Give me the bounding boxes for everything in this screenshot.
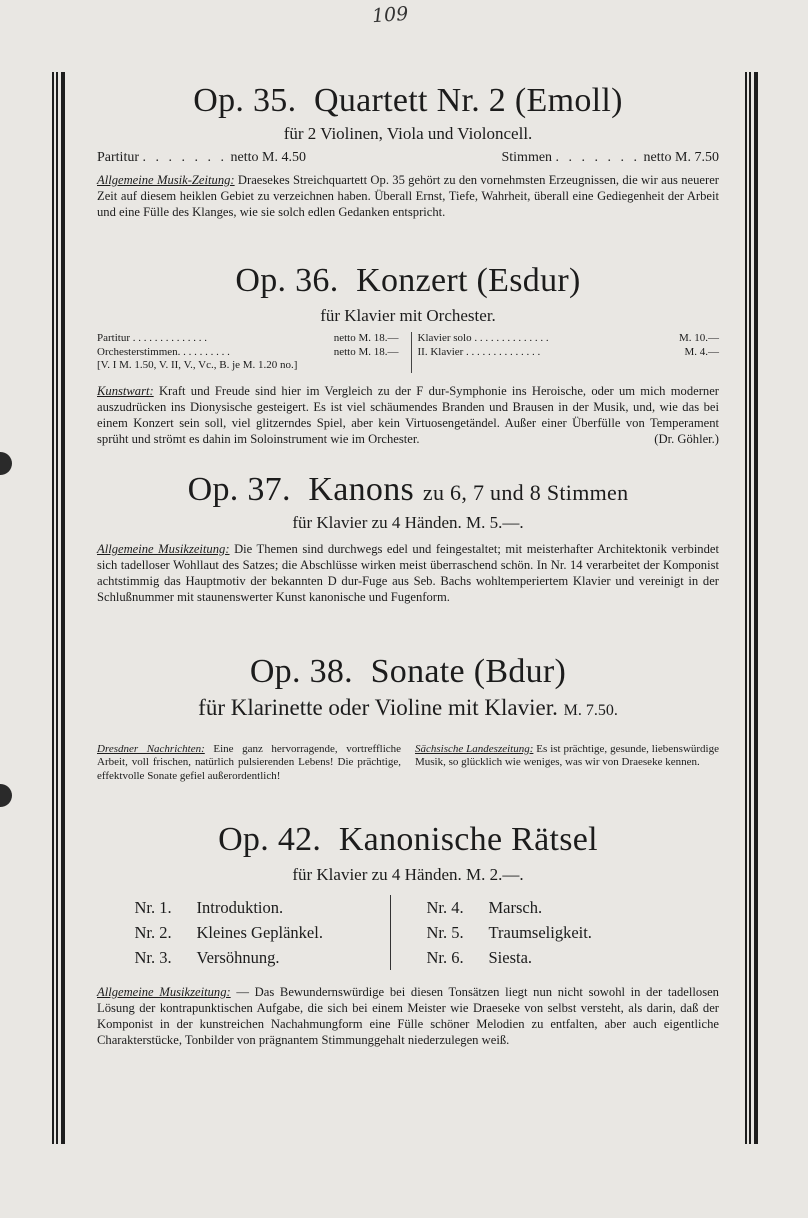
- work-title: Kanons: [308, 470, 415, 508]
- section-subtitle: für Klavier zu 4 Händen. M. 2.—.: [292, 865, 524, 884]
- price-value: netto M. 18.—: [333, 332, 399, 344]
- list-item: [427, 920, 682, 945]
- work-title: Sonate (Bdur): [370, 652, 567, 690]
- piece-number: Nr. 6.: [426, 948, 464, 967]
- piece-column-right: [391, 895, 682, 970]
- piece-number: Nr. 1.: [134, 898, 172, 917]
- piece-name: Introduktion.: [196, 898, 284, 917]
- price-label: Partitur . . . . . . . . . . . . . .: [97, 332, 207, 344]
- piece-name: Siesta.: [488, 948, 533, 967]
- piece-name: Versöhnung.: [196, 948, 280, 967]
- piece-number: Nr. 5.: [426, 923, 464, 942]
- punch-hole-top: [0, 452, 12, 475]
- piece-column-left: [135, 895, 391, 970]
- section-subtitle: für Klavier mit Orchester.: [320, 306, 496, 325]
- opus-number: Op. 42.: [218, 821, 322, 858]
- review-quote: [415, 743, 719, 784]
- piece-name: Kleines Geplänkel.: [196, 923, 323, 942]
- review-quote: [97, 383, 719, 447]
- section-title: [97, 470, 719, 508]
- piece-list: [97, 895, 719, 970]
- section-title: [97, 823, 719, 857]
- list-item: [427, 895, 682, 920]
- list-item: [427, 945, 682, 970]
- price-row: [97, 346, 399, 360]
- left-border-rule: [52, 72, 65, 1144]
- price-value: M. 10.—: [678, 332, 719, 344]
- punch-hole-bottom: [0, 784, 12, 807]
- review-text: Es ist prächtige, gesunde, liebenswürdige Musik, so glücklich wie weniges, was wir von Draeseke kennen.: [415, 742, 719, 768]
- review-source: Allgemeine Musikzeitung:: [97, 541, 230, 556]
- review-quote: [97, 172, 719, 220]
- piece-number: Nr. 3.: [134, 948, 172, 967]
- piece-name: Marsch.: [488, 898, 543, 917]
- price-value: netto M. 7.50: [643, 150, 719, 165]
- review-source: Sächsische Landeszeitung:: [415, 742, 534, 755]
- price-item: [97, 150, 306, 166]
- work-price: M. 7.50.: [563, 701, 618, 719]
- list-item: [135, 920, 390, 945]
- review-source: Dresdner Nachrichten:: [97, 742, 205, 755]
- price-label: Partitur: [97, 150, 139, 165]
- right-border-rule: [745, 72, 758, 1144]
- work-title: Konzert (Esdur): [356, 262, 581, 299]
- piece-name: Traumseligkeit.: [488, 923, 592, 942]
- price-row: [97, 332, 399, 346]
- review-text: Draesekes Streichquartett Op. 35 gehört zu den vornehmsten Erzeugnissen, die wir aus neuerer Zeit auf diesem heiklen Gebiet zu verzeichnen haben. Überall Ernst, Tiefe, Wahrheit, überall eine Gediegenheit der Arbeit und eine Fülle des Klanges, wie sie solch edlen Gedanken entspricht.: [97, 173, 719, 219]
- opus-number: Op. 35.: [193, 82, 297, 119]
- review-source: Allgemeine Musik-Zeitung:: [97, 173, 235, 187]
- price-label: II. Klavier . . . . . . . . . . . . . .: [417, 345, 541, 358]
- review-quote: [97, 984, 719, 1048]
- page-number: 109: [371, 2, 409, 28]
- opus-number: Op. 36.: [235, 262, 339, 299]
- section-title: [97, 652, 719, 690]
- section-op36: [97, 264, 719, 447]
- section-title: [97, 84, 719, 118]
- price-row: [97, 150, 719, 166]
- review-source: Allgemeine Musikzeitung:: [97, 985, 231, 999]
- price-row: [418, 332, 720, 346]
- section-subtitle: für 2 Violinen, Viola und Violoncell.: [283, 124, 533, 143]
- price-column-left: [97, 332, 412, 373]
- review-source: Kunstwart:: [97, 383, 154, 398]
- review-quote: [97, 541, 719, 605]
- price-label: Klavier solo . . . . . . . . . . . . . .: [417, 332, 549, 344]
- price-row: [418, 346, 720, 360]
- piece-number: Nr. 2.: [134, 923, 172, 942]
- price-value: netto M. 4.50: [230, 150, 306, 165]
- price-column-right: [412, 332, 720, 373]
- list-item: [135, 945, 390, 970]
- price-label: Orchesterstimmen. . . . . . . . . .: [97, 345, 230, 358]
- work-title: Kanonische Rätsel: [338, 821, 598, 858]
- section-op38: [97, 652, 719, 784]
- price-table: [97, 332, 719, 373]
- price-value: M. 4.—: [684, 345, 719, 358]
- section-op42: [97, 823, 719, 1048]
- price-value: netto M. 18.—: [333, 345, 399, 358]
- section-subtitle: [97, 695, 719, 721]
- price-dots: . . . . . . .: [142, 150, 227, 165]
- section-op35: [97, 84, 719, 220]
- opus-number: Op. 37.: [187, 470, 291, 508]
- price-dots: . . . . . . .: [555, 150, 641, 165]
- piece-number: Nr. 4.: [426, 898, 464, 917]
- price-label: Stimmen: [501, 150, 553, 165]
- review-text: Eine ganz hervorragende, vortreffliche Arbeit, voll frischen, natürlich pulsierenden Lebens! Die prächtige, effektvolle Sonate gefiel außerordentlich!: [97, 742, 402, 782]
- subtitle-text: für Klarinette oder Violine mit Klavier.: [198, 694, 558, 720]
- review-attribution: (Dr. Göhler.): [654, 431, 719, 446]
- work-title-rest: zu 6, 7 und 8 Stimmen: [422, 479, 629, 505]
- review-quote: [97, 743, 401, 784]
- work-title: Quartett Nr. 2 (Emoll): [314, 82, 623, 119]
- list-item: [135, 895, 390, 920]
- review-text: Die Themen sind durchwegs edel und feingestaltet; mit meisterhafter Architektonik verbindet sich tadelloser Wohllaut des Satzes; die Abschlüsse wirken meist überraschend schön. In Nr. 14 verarbeitet der Komponist achtstimmig das Hauptmotiv der bekannten D dur-Fuge aus Seb. Bachs wohltemperiertem Klavier und vereinigt in der Schlußnummer mit staunenswerter Kunst kanonische und Fugenform.: [97, 541, 719, 604]
- price-item: [501, 150, 719, 166]
- page-content: [97, 72, 719, 1048]
- review-text: Kraft und Freude sind hier im Vergleich zu der F dur-Symphonie ins Heroische, oder um mich moderner auszudrücken ins Dionysische gesteigert. Es ist viel schäumendes Branden und Brausen in der Musik, und, wie das bei einem Konzert sein soll, viel glitzerndes Spiel, aber kein Virtuosengetändel. Außer einer Überfülle von Temperament sprüht und strömt es dahin im Soloinstrument wie im Orchester.: [97, 383, 719, 446]
- review-columns: [97, 743, 719, 784]
- section-title: [97, 264, 719, 298]
- opus-number: Op. 38.: [249, 652, 353, 690]
- price-note: [V. I M. 1.50, V. II, V., Vc., B. je M. 1.20 no.]: [97, 359, 298, 371]
- review-text: — Das Bewundernswürdige bei diesen Tonsätzen liegt nun nicht sowohl in der tadellosen Lösung der kontrapunktischen Aufgabe, die sich bei einem Meister wie Draeseke von selbst versteht, als darin, daß der Komponist in der kunstreichen Nachahmungform eine Fülle schöner Melodien zu entfalten, aber auch eigentliche Charakterstücke, Tonbilder von prägnantem Stimmunggehalt niederzulegen weiß.: [97, 985, 719, 1047]
- section-subtitle: für Klavier zu 4 Händen. M. 5.—.: [292, 512, 524, 532]
- section-op37: [97, 470, 719, 605]
